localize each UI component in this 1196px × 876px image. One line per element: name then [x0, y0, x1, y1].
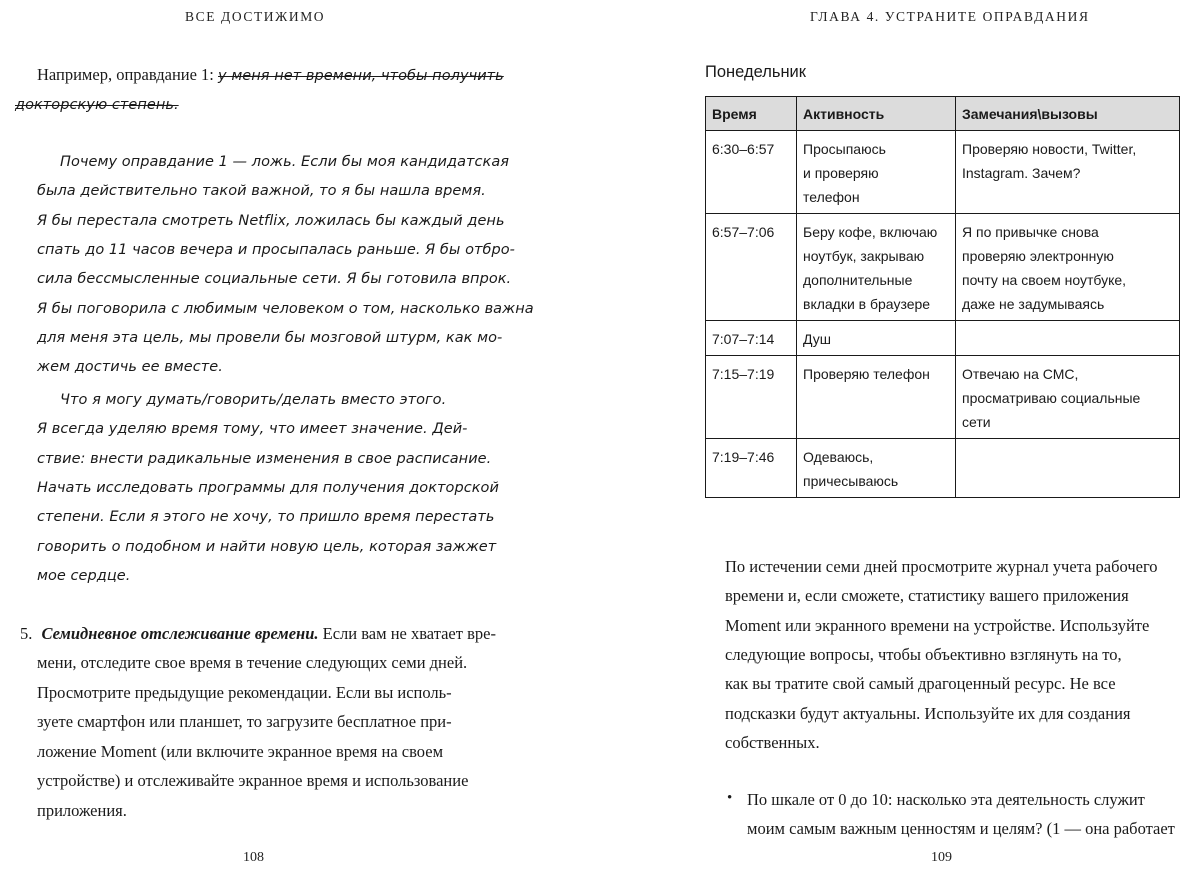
text-line: следующие вопросы, чтобы объективно взглянуть на то,	[725, 644, 1122, 664]
text-line: Я всегда уделяю время тому, что имеет значение. Дей-	[37, 421, 468, 438]
cell-notes	[956, 214, 1180, 321]
table-row	[706, 321, 1180, 356]
page-number-right: 109	[931, 850, 952, 865]
cell-line: проверяю электронную	[962, 248, 1114, 264]
cell-line: Отвечаю на СМС,	[962, 366, 1079, 382]
cell-line: Просыпаюсь	[803, 141, 886, 157]
text-line: для меня эта цель, мы провели бы мозговой штурм, как мо-	[37, 329, 503, 346]
running-head-right: ГЛАВА 4. УСТРАНИТЕ ОПРАВДАНИЯ	[810, 9, 1090, 24]
cell-time: 6:57–7:06	[706, 214, 797, 321]
cell-line: сети	[962, 414, 991, 430]
bullet-dot: •	[727, 790, 733, 806]
cell-activity	[797, 214, 956, 321]
running-head-left: ВСЕ ДОСТИЖИМО	[185, 9, 326, 24]
text-line: собственных.	[725, 732, 820, 752]
cell-activity	[797, 356, 956, 439]
cell-line: просматриваю социальные	[962, 390, 1141, 406]
text-line: была действительно такой важной, то я бы нашла время.	[37, 183, 486, 200]
text-line: как вы тратите свой самый драгоценный ресурс. Не все	[725, 674, 1116, 694]
cell-notes	[956, 321, 1180, 356]
cell-activity	[797, 439, 956, 498]
cell-line: Душ	[803, 331, 832, 347]
text-line: спать до 11 часов вечера и просыпалась раньше. Я бы отбро-	[37, 241, 515, 258]
text-line: жем достичь ее вместе.	[37, 359, 223, 376]
example-line-1	[37, 65, 504, 86]
text-line: ствие: внести радикальные изменения в свое расписание.	[37, 450, 492, 467]
cell-time: 7:19–7:46	[706, 439, 797, 498]
text-line: степени. Если я этого не хочу, то пришло время перестать	[37, 509, 495, 526]
cell-line: Instagram. Зачем?	[962, 165, 1081, 181]
text-line: времени и, если сможете, статистику вашего приложения	[725, 586, 1129, 606]
cell-activity	[797, 131, 956, 214]
item5-number: 5.	[20, 624, 33, 643]
cell-notes	[956, 439, 1180, 498]
cell-activity	[797, 321, 956, 356]
item5-title: Семидневное отслеживание времени.	[41, 624, 319, 643]
text-line: говорить о подобном и найти новую цель, которая зажжет	[37, 538, 497, 555]
cell-line: почту на своем ноутбуке,	[962, 272, 1127, 288]
cell-line: причесываюсь	[803, 473, 899, 489]
cell-line: Я по привычке снова	[962, 224, 1099, 240]
text-line: Moment или экранного времени на устройстве. Используйте	[725, 615, 1150, 635]
text-line: Почему оправдание 1 — ложь. Если бы моя кандидатская	[60, 154, 510, 170]
cell-line: Одеваюсь,	[803, 449, 874, 465]
table-row	[706, 439, 1180, 498]
text-line: ложение Moment (или включите экранное время на своем	[37, 741, 444, 761]
cell-line: дополнительные	[803, 272, 913, 288]
cell-line: даже не задумываясь	[962, 296, 1105, 312]
text-line: Просмотрите предыдущие рекомендации. Если вы исполь-	[37, 682, 452, 702]
text-line: зуете смартфон или планшет, то загрузите бесплатное при-	[37, 712, 452, 731]
header-notes: Замечания\вызовы	[956, 97, 1180, 131]
text-line: Я бы перестала смотреть Netflix, ложилась бы каждый день	[37, 212, 505, 229]
text-line: По истечении семи дней просмотрите журнал учета рабочего	[725, 557, 1158, 576]
table-header-row	[706, 97, 1180, 131]
text-line: приложения.	[37, 800, 127, 820]
cell-line: Беру кофе, включаю	[803, 224, 938, 240]
text-line: Начать исследовать программы для получения докторской	[37, 479, 499, 496]
item5-first-line	[20, 624, 496, 644]
text-line: подсказки будут актуальны. Используйте их для создания	[725, 703, 1131, 723]
text-line: Что я могу думать/говорить/делать вместо этого.	[60, 392, 447, 408]
example-excuse-part2: докторскую степень.	[15, 97, 179, 113]
cell-line: телефон	[803, 189, 860, 205]
cell-line: Проверяю новости, Twitter,	[962, 141, 1137, 157]
header-activity: Активность	[797, 97, 956, 131]
item5-first-rest: Если вам не хватает вре-	[318, 624, 496, 643]
table-body	[706, 131, 1180, 498]
text-line: Я бы поговорила с любимым человеком о том, насколько важна	[37, 300, 534, 317]
cell-line: Проверяю телефон	[803, 366, 930, 382]
page-number-left: 108	[243, 850, 264, 865]
cell-time: 6:30–6:57	[706, 131, 797, 214]
header-time: Время	[706, 97, 797, 131]
schedule-table	[705, 96, 1180, 498]
cell-notes	[956, 356, 1180, 439]
right-page	[598, 0, 1196, 876]
cell-line: и проверяю	[803, 165, 879, 181]
cell-time: 7:15–7:19	[706, 356, 797, 439]
cell-time: 7:07–7:14	[706, 321, 797, 356]
cell-line: вкладки в браузере	[803, 296, 931, 312]
table-row	[706, 356, 1180, 439]
table-row	[706, 214, 1180, 321]
day-label: Понедельник	[705, 63, 806, 81]
bullet-text-line: По шкале от 0 до 10: насколько эта деятельность служит	[747, 790, 1145, 809]
bullet-text-line: моим самым важным ценностям и целям? (1 — она работает	[747, 819, 1175, 839]
text-line: сила бессмысленные социальные сети. Я бы готовила впрок.	[37, 271, 512, 288]
example-prefix: Например, оправдание 1:	[37, 65, 219, 84]
cell-line: ноутбук, закрываю	[803, 248, 925, 264]
cell-notes	[956, 131, 1180, 214]
text-line: мени, отследите свое время в течение следующих семи дней.	[37, 653, 468, 672]
text-line: мое сердце.	[37, 567, 131, 584]
table-row	[706, 131, 1180, 214]
text-line: устройстве) и отслеживайте экранное время и использование	[37, 771, 469, 790]
example-excuse-part1: у меня нет времени, чтобы получить	[218, 68, 504, 84]
